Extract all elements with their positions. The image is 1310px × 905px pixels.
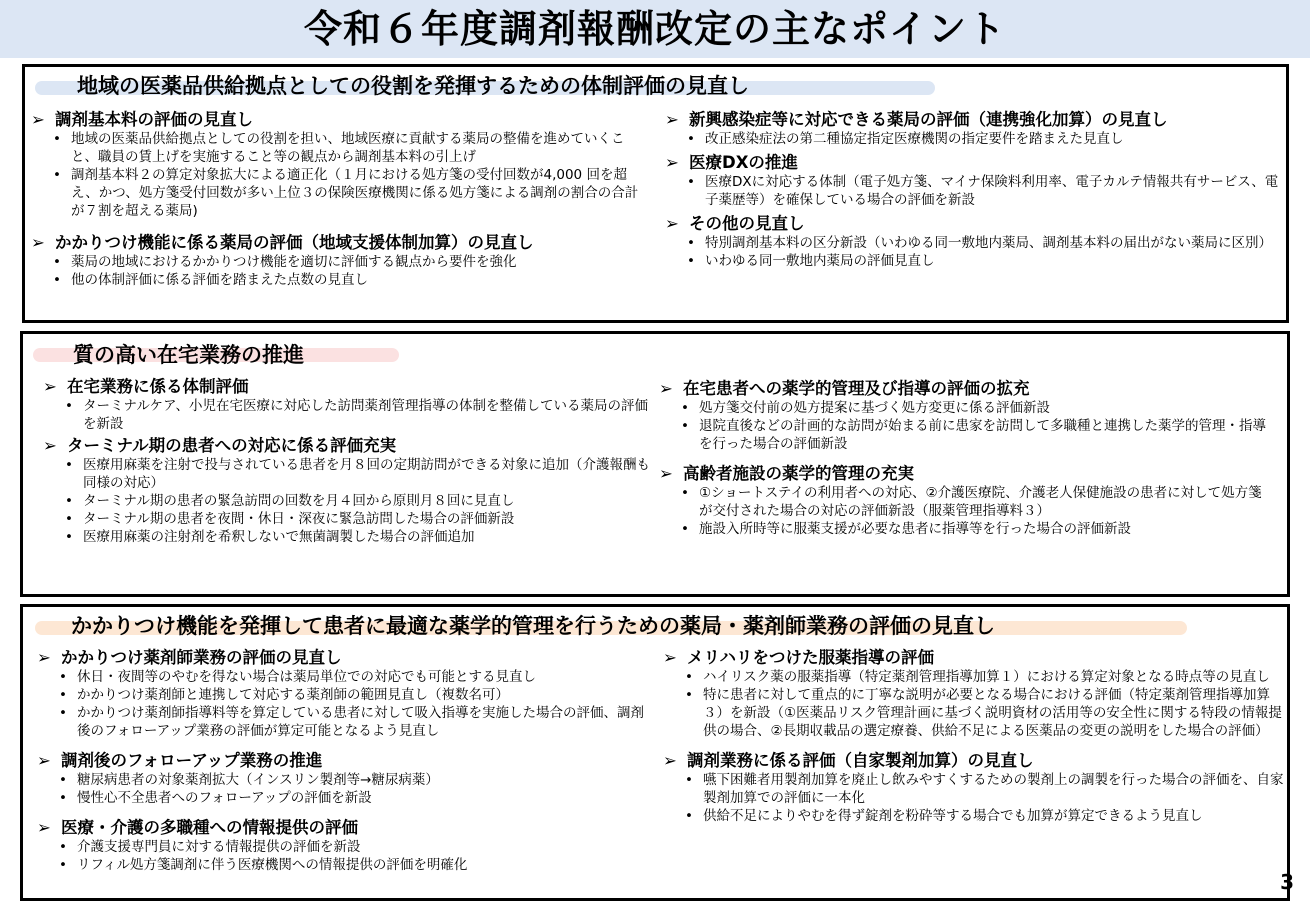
right-column	[665, 109, 1283, 270]
arrow-bullet-icon: ➢	[37, 818, 51, 837]
list-item: • 他の体制評価に係る評価を踏まえた点数の見直し	[51, 271, 651, 289]
section	[31, 109, 651, 220]
section	[43, 376, 653, 433]
section-heading-text: 在宅患者への薬学的管理及び指導の評価の拡充	[683, 379, 1030, 398]
section-heading-text: 医療・介護の多職種への情報提供の評価	[61, 818, 358, 837]
section-heading-text: 高齢者施設の薬学的管理の充実	[683, 464, 914, 483]
list-item: • 医療用麻薬の注射剤を希釈しないで無菌調製した場合の評価追加	[63, 528, 653, 546]
section-heading	[37, 647, 657, 668]
list-item: • 嚥下困難者用製剤加算を廃止し飲みやすくするための製剤上の調製を行った場合の評価を、自家製剤加算での評価に一本化	[683, 771, 1285, 807]
list-item: • 施設入所時等に服薬支援が必要な患者に指導等を行った場合の評価新設	[679, 520, 1269, 538]
left-column	[31, 109, 651, 289]
list-item: • リフィル処方箋調剤に伴う医療機関への情報提供の評価を明確化	[57, 856, 657, 874]
section-heading	[31, 232, 651, 253]
list-item: • 医療用麻薬を注射で投与されている患者を月８回の定期訪問ができる対象に追加（介護報酬も同様の対応）	[63, 456, 653, 492]
list-item: • 薬局の地域におけるかかりつけ機能を適切に評価する観点から要件を強化	[51, 253, 651, 271]
section	[665, 152, 1283, 209]
section-heading	[665, 152, 1283, 173]
section-heading	[31, 109, 651, 130]
section	[663, 750, 1285, 825]
section-heading-text: 調剤基本料の評価の見直し	[55, 110, 253, 129]
section-heading	[659, 378, 1269, 399]
arrow-bullet-icon: ➢	[43, 377, 57, 396]
section-heading-text: 調剤業務に係る評価（自家製剤加算）の見直し	[687, 751, 1034, 770]
arrow-bullet-icon: ➢	[663, 751, 677, 770]
section-heading-text: かかりつけ機能に係る薬局の評価（地域支援体制加算）の見直し	[55, 233, 534, 252]
bullet-list	[37, 838, 657, 874]
section	[659, 463, 1269, 538]
box-regional-supply	[22, 64, 1289, 323]
arrow-bullet-icon: ➢	[659, 379, 673, 398]
section	[43, 435, 653, 546]
section	[37, 817, 657, 874]
section	[37, 750, 657, 807]
list-item: • かかりつけ薬剤師と連携して対応する薬剤師の範囲見直し（複数名可）	[57, 686, 657, 704]
list-item: • 糖尿病患者の対象薬剤拡大（インスリン製剤等→糖尿病薬）	[57, 771, 657, 789]
bullet-list	[665, 130, 1283, 148]
right-column	[663, 647, 1285, 825]
arrow-bullet-icon: ➢	[31, 110, 45, 129]
bullet-list	[37, 668, 657, 740]
box-home-care	[20, 331, 1290, 597]
title-bar	[0, 0, 1310, 58]
page-title: 令和６年度調剤報酬改定の主なポイント	[303, 7, 1006, 51]
arrow-bullet-icon: ➢	[665, 214, 679, 233]
section-heading	[43, 376, 653, 397]
list-item: • いわゆる同一敷地内薬局の評価見直し	[685, 252, 1283, 270]
list-item: • ターミナルケア、小児在宅医療に対応した訪問薬剤管理指導の体制を整備している薬局の評価を新設	[63, 397, 653, 433]
section-heading-text: ターミナル期の患者への対応に係る評価充実	[67, 436, 397, 455]
bullet-list	[31, 253, 651, 289]
arrow-bullet-icon: ➢	[665, 110, 679, 129]
box-title: かかりつけ機能を発揮して患者に最適な薬学的管理を行うための薬局・薬剤師業務の評価の見直し	[71, 614, 995, 638]
list-item: • ハイリスク薬の服薬指導（特定薬剤管理指導加算１）における算定対象となる時点等の見直し	[683, 668, 1285, 686]
bullet-list	[659, 399, 1269, 453]
list-item: • 医療DXに対応する体制（電子処方箋、マイナ保険料利用率、電子カルテ情報共有サービス、電子薬歴等）を確保している場合の評価を新設	[685, 173, 1283, 209]
box-title: 地域の医薬品供給拠点としての役割を発揮するための体制評価の見直し	[77, 74, 749, 98]
list-item: • 慢性心不全患者へのフォローアップの評価を新設	[57, 789, 657, 807]
bullet-list	[663, 668, 1285, 740]
section	[665, 213, 1283, 270]
section-heading-text: 新興感染症等に対応できる薬局の評価（連携強化加算）の見直し	[689, 110, 1168, 129]
list-item: • ターミナル期の患者の緊急訪問の回数を月４回から原則月８回に見直し	[63, 492, 653, 510]
arrow-bullet-icon: ➢	[31, 233, 45, 252]
list-item: • ①ショートステイの利用者への対応、②介護医療院、介護老人保健施設の患者に対して処方箋が交付された場合の対応の評価新設（服薬管理指導料３）	[679, 484, 1269, 520]
list-item: • ターミナル期の患者を夜間・休日・深夜に緊急訪問した場合の評価新設	[63, 510, 653, 528]
list-item: • 供給不足によりやむを得ず錠剤を粉砕等する場合でも加算が算定できるよう見直し	[683, 807, 1285, 825]
list-item: • 改正感染症法の第二種協定指定医療機関の指定要件を踏まえた見直し	[685, 130, 1283, 148]
section	[659, 378, 1269, 453]
section-heading	[665, 109, 1283, 130]
section	[31, 232, 651, 289]
section-heading-text: メリハリをつけた服薬指導の評価	[687, 648, 935, 667]
section-heading	[663, 647, 1285, 668]
section-heading-text: 在宅業務に係る体制評価	[67, 377, 249, 396]
left-column	[43, 376, 653, 546]
list-item: • 地域の医薬品供給拠点としての役割を担い、地域医療に貢献する薬局の整備を進めていくこと、職員の賃上げを実施すること等の観点から調剤基本料の引上げ	[51, 130, 651, 166]
list-item: • 調剤基本料２の算定対象拡大による適正化（１月における処方箋の受付回数が4,000 回を超え、かつ、処方箋受付回数が多い上位３の保険医療機関に係る処方箋による調剤の割合の合計が７割を超える薬局)	[51, 166, 651, 220]
bullet-list	[663, 771, 1285, 825]
section-heading	[659, 463, 1269, 484]
bullet-list	[31, 130, 651, 220]
section-heading	[663, 750, 1285, 771]
section-heading-text: かかりつけ薬剤師業務の評価の見直し	[61, 648, 342, 667]
page-number: 3	[1280, 870, 1294, 894]
bullet-list	[43, 456, 653, 546]
right-column	[659, 378, 1269, 538]
section-heading-text: 調剤後のフォローアップ業務の推進	[61, 751, 323, 770]
arrow-bullet-icon: ➢	[663, 648, 677, 667]
box-title: 質の高い在宅業務の推進	[73, 343, 304, 367]
list-item: • 特別調剤基本料の区分新設（いわゆる同一敷地内薬局、調剤基本料の届出がない薬局に区別）	[685, 234, 1283, 252]
section	[663, 647, 1285, 740]
list-item: • 退院直後などの計画的な訪問が始まる前に患家を訪問して多職種と連携した薬学的管理・指導を行った場合の評価新設	[679, 417, 1269, 453]
arrow-bullet-icon: ➢	[665, 153, 679, 172]
list-item: • 休日・夜間等のやむを得ない場合は薬局単位での対応でも可能とする見直し	[57, 668, 657, 686]
list-item: • 介護支援専門員に対する情報提供の評価を新設	[57, 838, 657, 856]
bullet-list	[659, 484, 1269, 538]
list-item: • かかりつけ薬剤師指導料等を算定している患者に対して吸入指導を実施した場合の評価、調剤後のフォローアップ業務の評価が算定可能となるよう見直し	[57, 704, 657, 740]
box-pharmacist-services	[20, 604, 1290, 901]
section	[37, 647, 657, 740]
arrow-bullet-icon: ➢	[659, 464, 673, 483]
list-item: • 処方箋交付前の処方提案に基づく処方変更に係る評価新設	[679, 399, 1269, 417]
section	[665, 109, 1283, 148]
bullet-list	[665, 173, 1283, 209]
bullet-list	[665, 234, 1283, 270]
arrow-bullet-icon: ➢	[37, 648, 51, 667]
section-heading-text: その他の見直し	[689, 214, 805, 233]
section-heading	[43, 435, 653, 456]
list-item: • 特に患者に対して重点的に丁寧な説明が必要となる場合における評価（特定薬剤管理指導加算３）を新設（①医薬品リスク管理計画に基づく説明資材の活用等の安全性に関する特段の情報提供の場合、②長期収載品の選定療養、供給不足による医薬品の変更の説明をした場合の評価）	[683, 686, 1285, 740]
section-heading	[37, 817, 657, 838]
section-heading	[665, 213, 1283, 234]
bullet-list	[43, 397, 653, 433]
bullet-list	[37, 771, 657, 807]
section-heading	[37, 750, 657, 771]
section-heading-text: 医療DXの推進	[689, 153, 798, 172]
left-column	[37, 647, 657, 874]
arrow-bullet-icon: ➢	[37, 751, 51, 770]
arrow-bullet-icon: ➢	[43, 436, 57, 455]
